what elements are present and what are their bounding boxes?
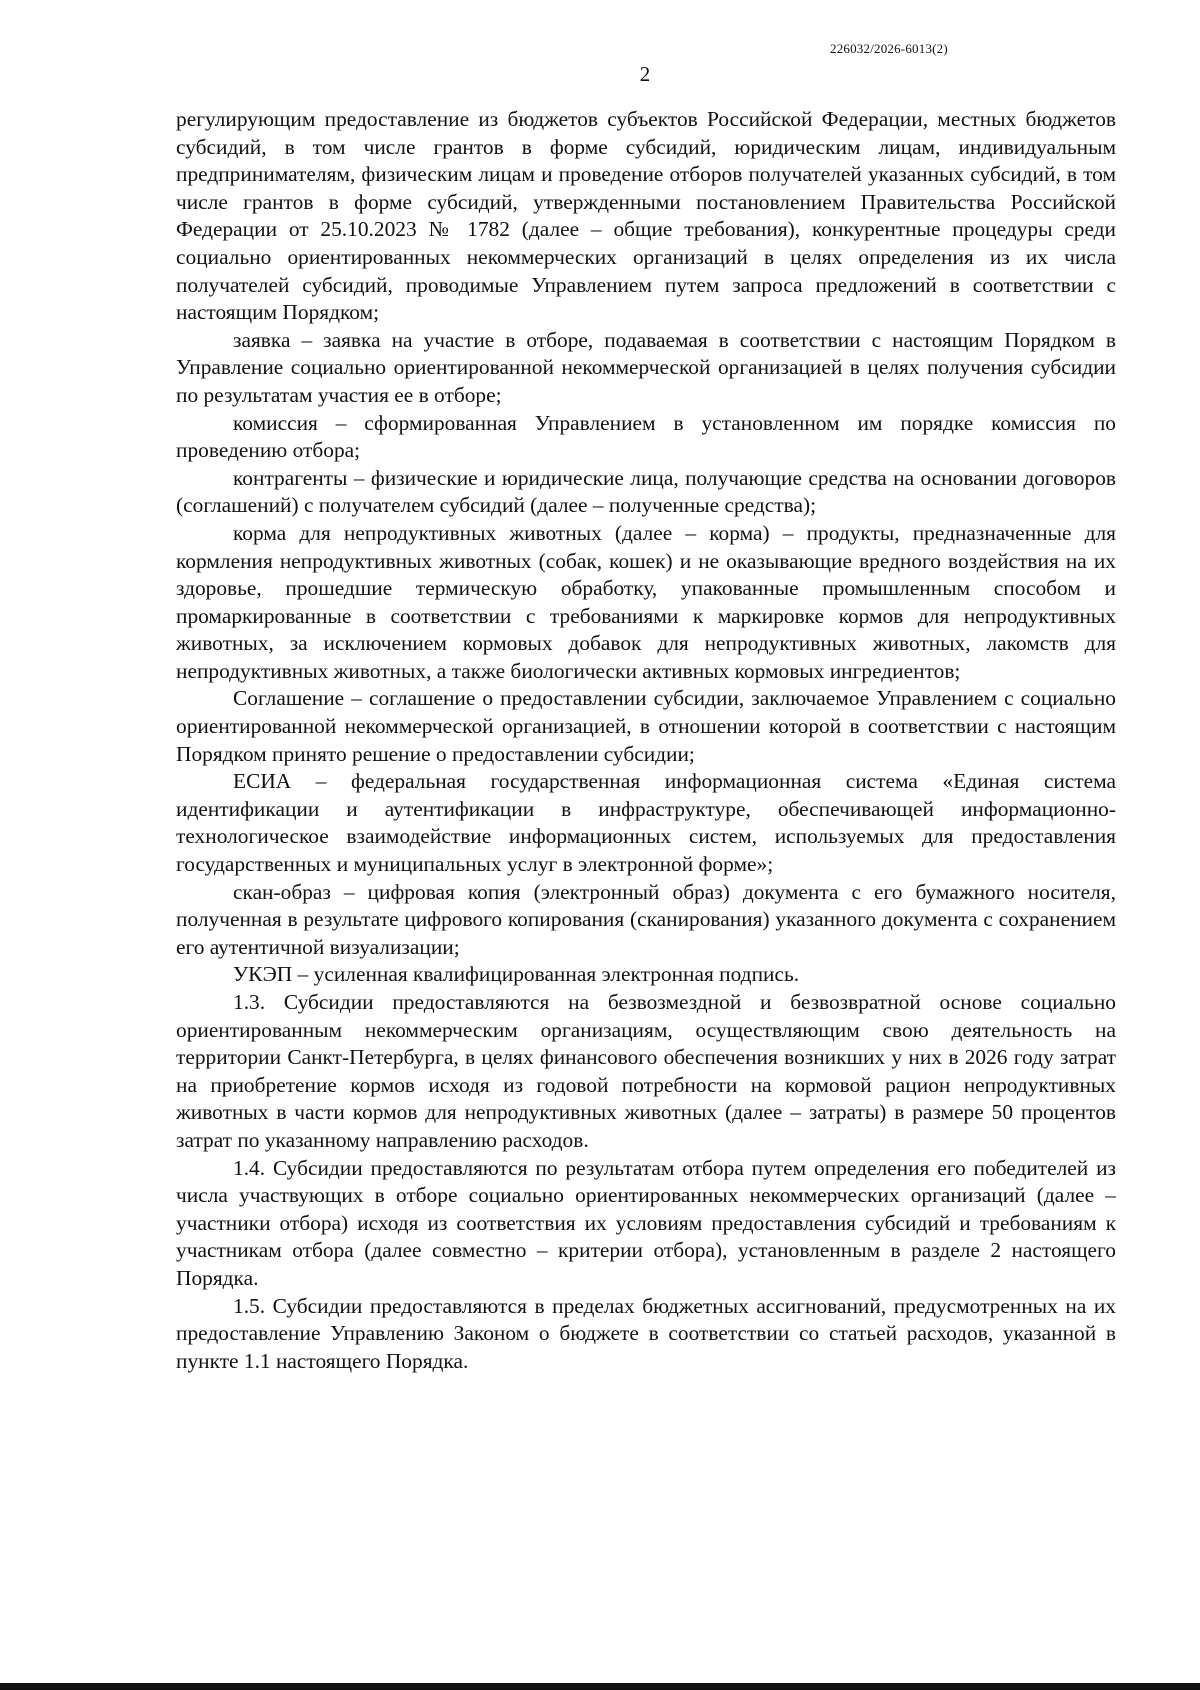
definition-zayavka: заявка – заявка на участие в отборе, подаваемая в соответствии с настоящим Порядком в Управление социально ориентированной некоммерческой организацией в целях получения субсидии по результатам участия ее в отборе; (176, 327, 1116, 407)
definition-kontragenty: контрагенты – физические и юридические лица, получающие средства на основании договоров (соглашений) с получателем субсидий (далее – полученные средства); (176, 465, 1116, 518)
document-registration-number: 226032/2026-6013(2) (830, 41, 948, 56)
clause-1-4: 1.4. Субсидии предоставляются по результатам отбора путем определения его победителей из числа участвующих в отборе социально ориентированных некоммерческих организаций (далее – участники отбора) исходя из соответствия их условиям предоставления субсидий и требованиям к участникам отбора (далее совместно – критерии отбора), установленным в разделе 2 настоящего Порядка. (176, 1155, 1116, 1290)
clause-1-5: 1.5. Субсидии предоставляются в пределах бюджетных ассигнований, предусмотренных на их предоставление Управлению Законом о бюджете в соответствии со статьей расходов, указанной в пункте 1.1 настоящего Порядка. (176, 1293, 1116, 1373)
page-number: 2 (639, 62, 651, 86)
definition-ukep: УКЭП – усиленная квалифицированная электронная подпись. (233, 962, 800, 987)
definition-korma: корма для непродуктивных животных (далее – корма) – продукты, предназначенные для кормления непродуктивных животных (собак, кошек) и не оказывающие вредного воздействия на их здоровье, прошедшие термическую обработку, упакованные промышленным способом и промаркированные в соответствии с требованиями к маркировке кормов для непродуктивных животных, за исключением кормовых добавок для непродуктивных животных, лакомств для непродуктивных животных, а также биологически активных кормовых ингредиентов; (176, 520, 1116, 683)
paragraph-continuation: регулирующим предоставление из бюджетов субъектов Российской Федерации, местных бюджетов субсидий, в том числе грантов в форме субсидий, юридическим лицам, индивидуальным предпринимателям, физическим лицам и проведение отборов получателей указанных субсидий, в том числе грантов в форме субсидий, утвержденными постановлением Правительства Российской Федерации от 25.10.2023 № 1782 (далее – общие требования), конкурентные процедуры среди социально ориентированных некоммерческих организаций в целях определения из их числа получателей субсидий, проводимые Управлением путем запроса предложений в соответствии с настоящим Порядком; (176, 107, 1116, 325)
definition-esia: ЕСИА – федеральная государственная информационная система «Единая система идентификации и аутентификации в инфраструктуре, обеспечивающей информационно-технологическое взаимодействие информационных систем, используемых для предоставления государственных и муниципальных услуг в электронной форме»; (176, 769, 1116, 877)
scan-bottom-border (0, 1683, 1200, 1690)
definition-komissiya: комиссия – сформированная Управлением в установленном им порядке комиссия по проведению отбора; (176, 410, 1116, 463)
clause-1-3: 1.3. Субсидии предоставляются на безвозмездной и безвозвратной основе социально ориентированным некоммерческим организациям, осуществляющим свою деятельность на территории Санкт-Петербурга, в целях финансового обеспечения возникших у них в 2026 году затрат на приобретение кормов исходя из годовой потребности на кормовой рацион непродуктивных животных в части кормов для непродуктивных животных (далее – затраты) в размере 50 процентов затрат по указанному направлению расходов. (176, 990, 1116, 1152)
document-body (176, 106, 1116, 1375)
definition-scan-obraz: скан-образ – цифровая копия (электронный образ) документа с его бумажного носителя, полученная в результате цифрового копирования (сканирования) указанного документа с сохранением его аутентичной визуализации; (176, 879, 1116, 959)
definition-soglashenie: Соглашение – соглашение о предоставлении субсидии, заключаемое Управлением с социально ориентированной некоммерческой организацией, в отношении которой в соответствии с настоящим Порядком принято решение о предоставлении субсидии; (176, 686, 1116, 766)
